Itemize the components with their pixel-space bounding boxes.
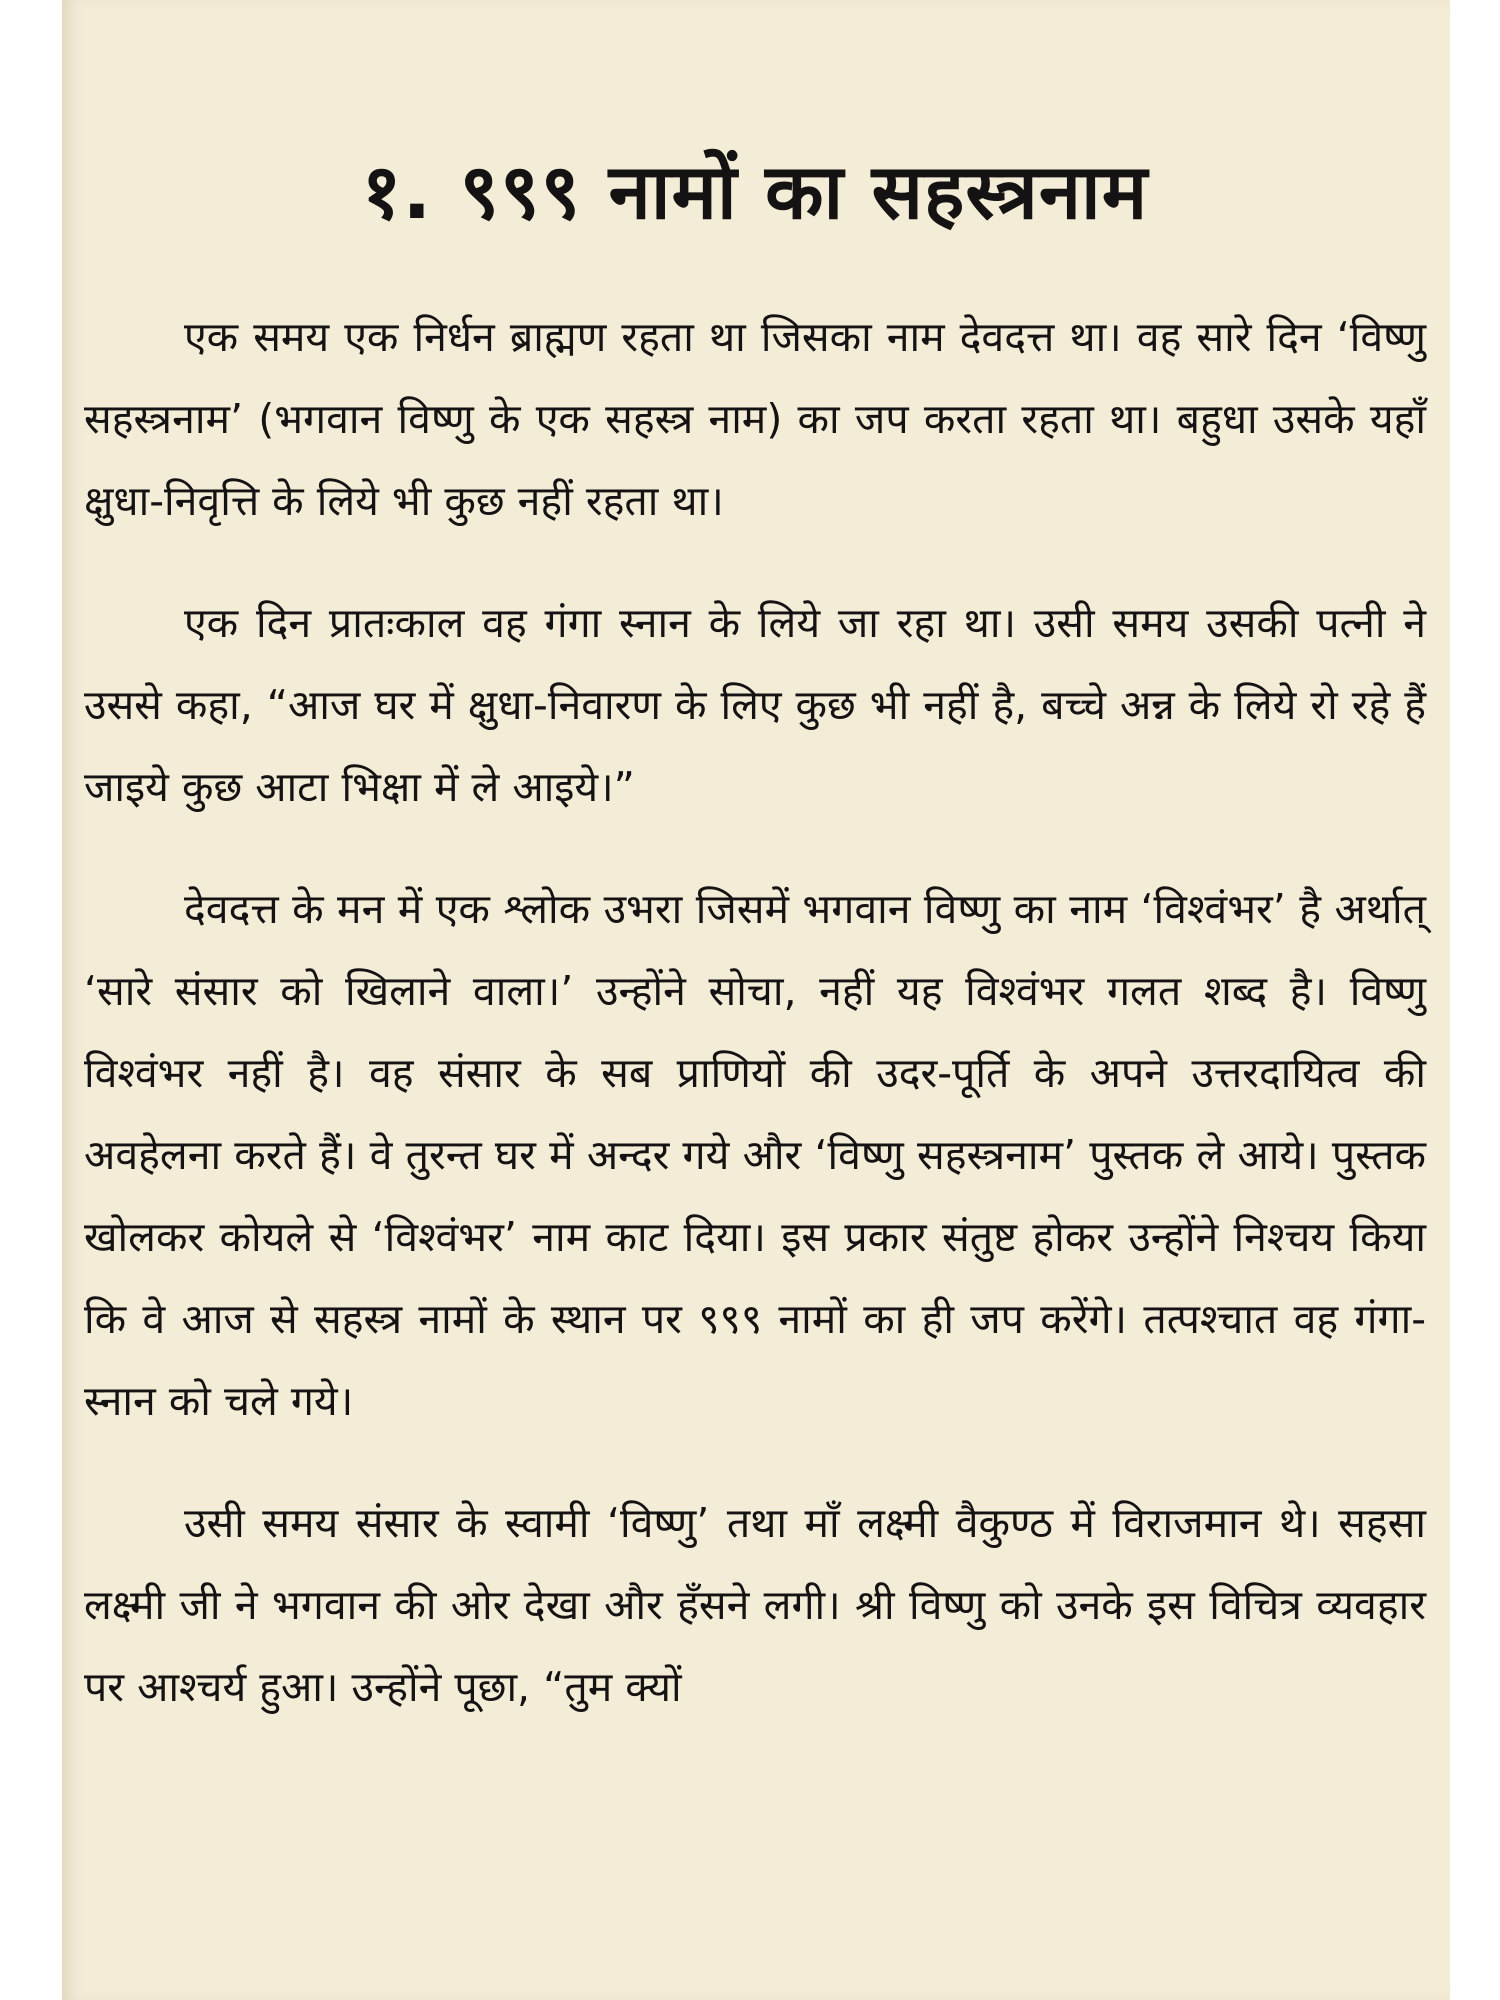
- page-content: [84, 140, 1426, 1768]
- paragraph-wife-request: एक दिन प्रातःकाल वह गंगा स्नान के लिये जा रहा था। उसी समय उसकी पत्नी ने उससे कहा, “आज घर में क्षुधा-निवारण के लिए कुछ भी नहीं है, बच्चे अन्न के लिये रो रहे हैं जाइये कुछ आटा भिक्षा में ले आइये।”: [84, 599, 1426, 811]
- paragraph-vishvambhar: देवदत्त के मन में एक श्लोक उभरा जिसमें भगवान विष्णु का नाम ‘विश्वंभर’ है अर्थात् ‘सारे संसार को खिलाने वाला।’ उन्होंने सोचा, नहीं यह विश्वंभर गलत शब्द है। विष्णु विश्वंभर नहीं है। वह संसार के सब प्राणियों की उदर-पूर्ति के अपने उत्तरदायित्व की अवहेलना करते हैं। वे तुरन्त घर में अन्दर गये और ‘विष्णु सहस्त्रनाम’ पुस्तक ले आये। पुस्तक खोलकर कोयले से ‘विश्वंभर’ नाम काट दिया। इस प्रकार संतुष्ट होकर उन्होंने निश्चय किया कि वे आज से सहस्त्र नामों के स्थान पर ९९९ नामों का ही जप करेंगे। तत्पश्चात वह गंगा-स्नान को चले गये।: [84, 885, 1426, 1425]
- paragraph-vaikunth: उसी समय संसार के स्वामी ‘विष्णु’ तथा माँ लक्ष्मी वैकुण्ठ में विराजमान थे। सहसा लक्ष्मी जी ने भगवान की ओर देखा और हँसने लगी। श्री विष्णु को उनके इस विचित्र व्यवहार पर आश्चर्य हुआ। उन्होंने पूछा, “तुम क्यों: [84, 1499, 1426, 1711]
- paragraph-brahmin-devdatt: एक समय एक निर्धन ब्राह्मण रहता था जिसका नाम देवदत्त था। वह सारे दिन ‘विष्णु सहस्त्रनाम’ (भगवान विष्णु के एक सहस्त्र नाम) का जप करता रहता था। बहुधा उसके यहाँ क्षुधा-निवृत्ति के लिये भी कुछ नहीं रहता था।: [84, 313, 1426, 525]
- book-page: [62, 0, 1450, 2000]
- chapter-title: १. ९९९ नामों का सहस्त्रनाम: [361, 147, 1149, 236]
